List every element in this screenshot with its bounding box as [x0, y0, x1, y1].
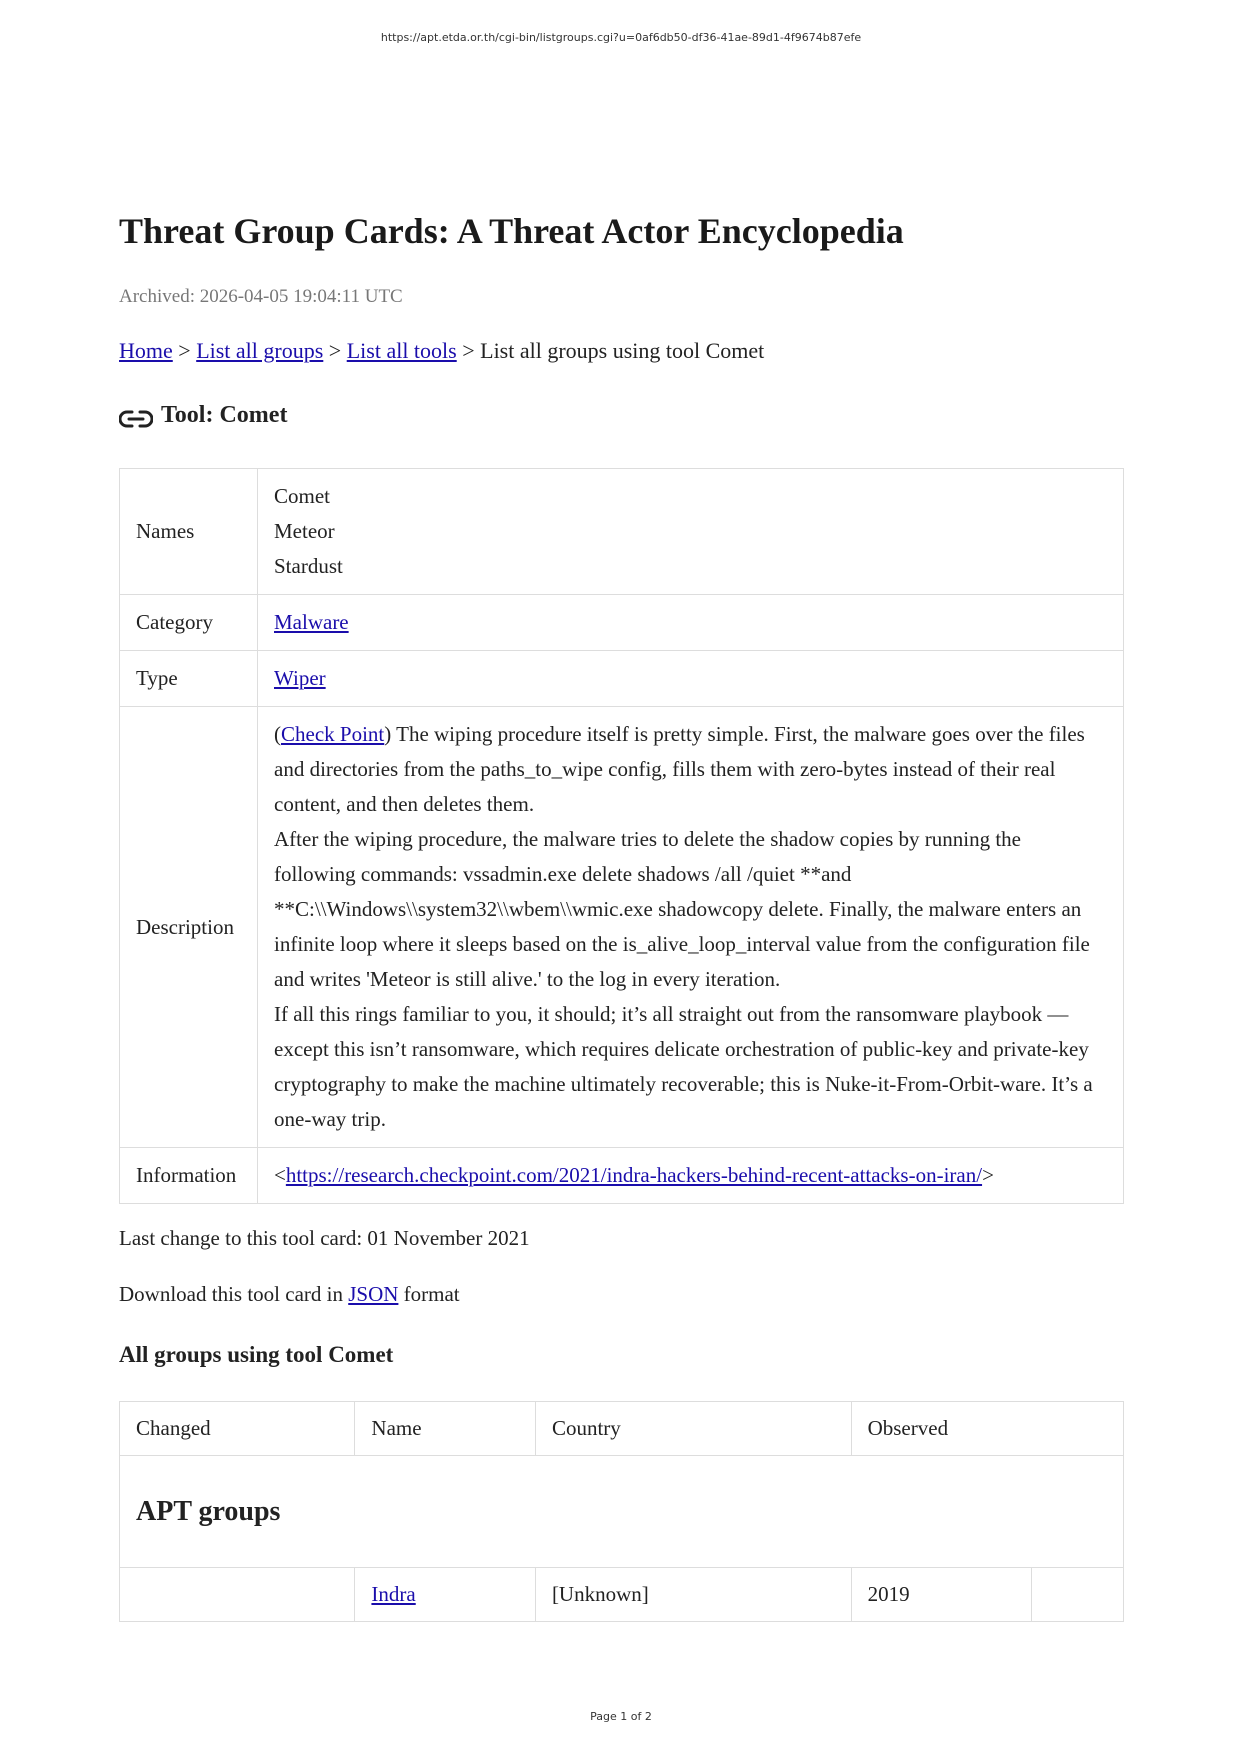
description-source-link[interactable]: Check Point — [281, 722, 385, 746]
download-suffix: format — [398, 1282, 460, 1306]
names-value — [258, 469, 1124, 595]
category-link[interactable]: Malware — [274, 610, 349, 634]
breadcrumb — [119, 338, 764, 364]
tool-heading — [119, 402, 287, 429]
breadcrumb-tools-link[interactable]: List all tools — [346, 338, 457, 363]
json-download-link[interactable]: JSON — [348, 1282, 399, 1306]
type-link[interactable]: Wiper — [274, 666, 326, 690]
breadcrumb-home-link[interactable]: Home — [119, 338, 173, 363]
download-prefix: Download this tool card in — [119, 1282, 349, 1306]
description-value — [258, 707, 1124, 1148]
header-changed: Changed — [120, 1402, 355, 1456]
category-value — [258, 595, 1124, 651]
type-label: Type — [120, 651, 258, 707]
tool-heading-text: Tool: Comet — [161, 402, 288, 428]
header-observed: Observed — [851, 1402, 1123, 1456]
name-item: Stardust — [274, 554, 343, 578]
header-country: Country — [535, 1402, 851, 1456]
row-empty-cell — [1032, 1568, 1124, 1622]
breadcrumb-groups-link[interactable]: List all groups — [196, 338, 324, 363]
groups-header-row — [120, 1402, 1124, 1456]
description-paragraph — [274, 717, 1107, 822]
description-label: Description — [120, 707, 258, 1148]
archived-timestamp: Archived: 2026-04-05 19:04:11 UTC — [119, 286, 403, 307]
information-link[interactable]: https://research.checkpoint.com/2021/indra-hackers-behind-recent-attacks-on-iran/ — [285, 1163, 983, 1187]
row-name — [355, 1568, 536, 1622]
name-item: Comet — [274, 484, 330, 508]
description-open-paren: ( — [274, 722, 281, 746]
link-icon — [119, 409, 153, 429]
header-name: Name — [355, 1402, 536, 1456]
information-row — [120, 1148, 1124, 1204]
breadcrumb-separator: > — [323, 338, 347, 363]
information-open: < — [274, 1163, 286, 1187]
description-text: ) The wiping procedure itself is pretty simple. First, the malware goes over the files and directories from the paths_to_wipe config, fills them with zero-bytes instead of their real content, and then deletes them. — [274, 722, 1085, 816]
groups-heading: All groups using tool Comet — [119, 1342, 394, 1367]
row-country: [Unknown] — [535, 1568, 851, 1622]
description-paragraph: After the wiping procedure, the malware tries to delete the shadow copies by running the following commands: vssadmin.exe delete shadows /all /quiet **and **C:\\Windows\\system32\\wbem\\wmic.exe shadowcopy delete. Finally, the malware enters an infinite loop where it sleeps based on the is_alive_loop_interval value from the configuration file and writes 'Meteor is still alive.' to the log in every iteration. — [274, 827, 1090, 991]
information-close: > — [982, 1163, 994, 1187]
group-link-indra[interactable]: Indra — [371, 1582, 416, 1606]
table-row — [120, 1568, 1124, 1622]
description-paragraph: If all this rings familiar to you, it should; it’s all straight out from the ransomware playbook — except this isn’t ransomware, which requires delicate orchestration of public-key and private-key cryptography to make the machine ultimately recoverable; this is Nuke-it-From-Orbit-ware. It’s a one-way trip. — [274, 1002, 1093, 1131]
names-row — [120, 469, 1124, 595]
breadcrumb-separator: > — [172, 338, 197, 363]
tool-card-table — [119, 468, 1124, 1204]
page-url: https://apt.etda.or.th/cgi-bin/listgroups.cgi?u=0af6db50-df36-41ae-89d1-4f9674b87efe — [380, 31, 862, 44]
information-label: Information — [120, 1148, 258, 1204]
information-value — [258, 1148, 1124, 1204]
breadcrumb-current: > List all groups using tool Comet — [456, 338, 765, 363]
names-label: Names — [120, 469, 258, 595]
download-line — [119, 1282, 460, 1307]
category-row — [120, 595, 1124, 651]
row-changed — [120, 1568, 355, 1622]
page-footer: Page 1 of 2 — [590, 1710, 652, 1723]
row-observed: 2019 — [851, 1568, 1032, 1622]
name-item: Meteor — [274, 519, 335, 543]
groups-table — [119, 1401, 1124, 1622]
apt-groups-section-row — [120, 1456, 1124, 1568]
type-row — [120, 651, 1124, 707]
type-value — [258, 651, 1124, 707]
category-label: Category — [120, 595, 258, 651]
page-title: Threat Group Cards: A Threat Actor Encyclopedia — [119, 211, 904, 251]
apt-groups-section-title: APT groups — [120, 1456, 1124, 1568]
last-change-text: Last change to this tool card: 01 November 2021 — [119, 1226, 530, 1250]
description-row — [120, 707, 1124, 1148]
